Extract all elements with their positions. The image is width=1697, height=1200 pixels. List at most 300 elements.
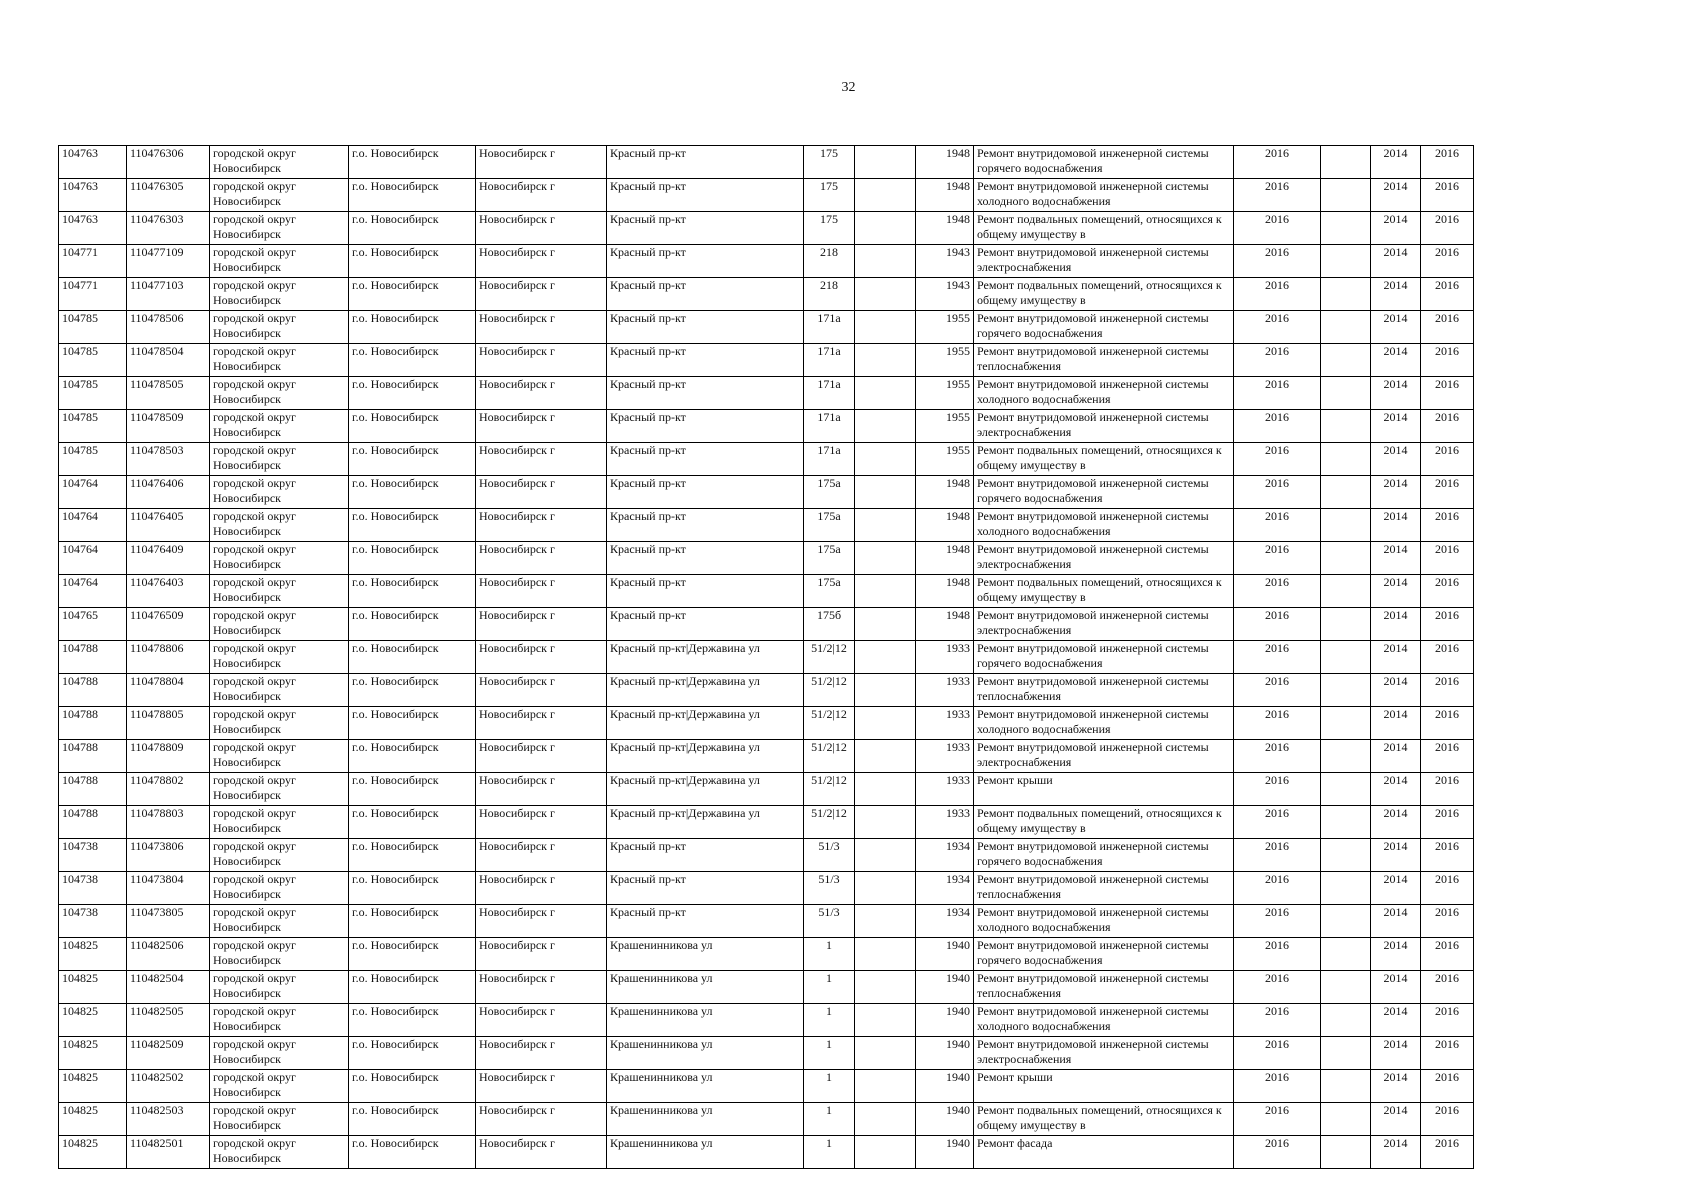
building-cell — [855, 1103, 916, 1136]
house-number-cell: 51/2|12 — [804, 773, 855, 806]
work-code-cell: 110478506 — [127, 311, 210, 344]
table-row — [59, 476, 1474, 509]
work-type-cell: Ремонт внутридомовой инженерной системы горячего водоснабжения — [974, 938, 1234, 971]
work-type-cell: Ремонт крыши — [974, 1070, 1234, 1103]
year-built-cell: 1934 — [916, 839, 974, 872]
empty-cell — [1321, 905, 1371, 938]
house-number-cell: 1 — [804, 1037, 855, 1070]
municipality-cell: городской округ Новосибирск — [210, 542, 349, 575]
object-id-cell: 104788 — [59, 707, 127, 740]
empty-cell — [1321, 410, 1371, 443]
start-year-cell: 2014 — [1371, 245, 1421, 278]
settlement-cell: г.о. Новосибирск — [349, 1070, 476, 1103]
locality-cell: Новосибирск г — [476, 641, 607, 674]
street-cell: Крашенинникова ул — [607, 971, 804, 1004]
building-cell — [855, 1004, 916, 1037]
municipality-cell: городской округ Новосибирск — [210, 509, 349, 542]
street-cell: Красный пр-кт — [607, 344, 804, 377]
plan-year-cell: 2016 — [1234, 146, 1321, 179]
locality-cell: Новосибирск г — [476, 1070, 607, 1103]
plan-year-cell: 2016 — [1234, 971, 1321, 1004]
locality-cell: Новосибирск г — [476, 179, 607, 212]
house-number-cell: 171а — [804, 443, 855, 476]
year-built-cell: 1940 — [916, 1103, 974, 1136]
table-row — [59, 443, 1474, 476]
plan-year-cell: 2016 — [1234, 410, 1321, 443]
building-cell — [855, 146, 916, 179]
street-cell: Красный пр-кт — [607, 839, 804, 872]
year-built-cell: 1940 — [916, 971, 974, 1004]
settlement-cell: г.о. Новосибирск — [349, 740, 476, 773]
start-year-cell: 2014 — [1371, 872, 1421, 905]
locality-cell: Новосибирск г — [476, 1004, 607, 1037]
start-year-cell: 2014 — [1371, 971, 1421, 1004]
start-year-cell: 2014 — [1371, 740, 1421, 773]
plan-year-cell: 2016 — [1234, 938, 1321, 971]
work-type-cell: Ремонт фасада — [974, 1136, 1234, 1169]
object-id-cell: 104771 — [59, 245, 127, 278]
object-id-cell: 104788 — [59, 806, 127, 839]
building-cell — [855, 905, 916, 938]
municipality-cell: городской округ Новосибирск — [210, 839, 349, 872]
settlement-cell: г.о. Новосибирск — [349, 1136, 476, 1169]
street-cell: Красный пр-кт — [607, 509, 804, 542]
locality-cell: Новосибирск г — [476, 410, 607, 443]
plan-year-cell: 2016 — [1234, 245, 1321, 278]
plan-year-cell: 2016 — [1234, 608, 1321, 641]
year-built-cell: 1948 — [916, 575, 974, 608]
street-cell: Крашенинникова ул — [607, 1004, 804, 1037]
street-cell: Красный пр-кт — [607, 443, 804, 476]
settlement-cell: г.о. Новосибирск — [349, 575, 476, 608]
street-cell: Крашенинникова ул — [607, 1136, 804, 1169]
work-type-cell: Ремонт внутридомовой инженерной системы теплоснабжения — [974, 344, 1234, 377]
end-year-cell: 2016 — [1421, 707, 1474, 740]
end-year-cell: 2016 — [1421, 971, 1474, 1004]
work-code-cell: 110478806 — [127, 641, 210, 674]
start-year-cell: 2014 — [1371, 773, 1421, 806]
building-cell — [855, 509, 916, 542]
end-year-cell: 2016 — [1421, 938, 1474, 971]
table-row — [59, 1004, 1474, 1037]
work-type-cell: Ремонт подвальных помещений, относящихся к общему имуществу в — [974, 212, 1234, 245]
start-year-cell: 2014 — [1371, 212, 1421, 245]
house-number-cell: 51/2|12 — [804, 641, 855, 674]
settlement-cell: г.о. Новосибирск — [349, 245, 476, 278]
municipality-cell: городской округ Новосибирск — [210, 1004, 349, 1037]
locality-cell: Новосибирск г — [476, 707, 607, 740]
locality-cell: Новосибирск г — [476, 245, 607, 278]
empty-cell — [1321, 146, 1371, 179]
empty-cell — [1321, 311, 1371, 344]
end-year-cell: 2016 — [1421, 509, 1474, 542]
work-type-cell: Ремонт внутридомовой инженерной системы теплоснабжения — [974, 674, 1234, 707]
table-row — [59, 608, 1474, 641]
house-number-cell: 1 — [804, 971, 855, 1004]
end-year-cell: 2016 — [1421, 1037, 1474, 1070]
work-type-cell: Ремонт внутридомовой инженерной системы электроснабжения — [974, 542, 1234, 575]
house-number-cell: 1 — [804, 1070, 855, 1103]
settlement-cell: г.о. Новосибирск — [349, 641, 476, 674]
plan-year-cell: 2016 — [1234, 1103, 1321, 1136]
start-year-cell: 2014 — [1371, 509, 1421, 542]
empty-cell — [1321, 971, 1371, 1004]
municipality-cell: городской округ Новосибирск — [210, 377, 349, 410]
work-code-cell: 110476406 — [127, 476, 210, 509]
year-built-cell: 1934 — [916, 872, 974, 905]
object-id-cell: 104825 — [59, 1004, 127, 1037]
start-year-cell: 2014 — [1371, 641, 1421, 674]
work-type-cell: Ремонт подвальных помещений, относящихся к общему имуществу в — [974, 443, 1234, 476]
end-year-cell: 2016 — [1421, 179, 1474, 212]
table-row — [59, 740, 1474, 773]
municipality-cell: городской округ Новосибирск — [210, 1037, 349, 1070]
table-row — [59, 509, 1474, 542]
end-year-cell: 2016 — [1421, 1070, 1474, 1103]
building-cell — [855, 575, 916, 608]
municipality-cell: городской округ Новосибирск — [210, 344, 349, 377]
building-cell — [855, 1070, 916, 1103]
empty-cell — [1321, 674, 1371, 707]
start-year-cell: 2014 — [1371, 410, 1421, 443]
locality-cell: Новосибирск г — [476, 839, 607, 872]
house-number-cell: 175 — [804, 179, 855, 212]
table-row — [59, 806, 1474, 839]
work-code-cell: 110476409 — [127, 542, 210, 575]
plan-year-cell: 2016 — [1234, 707, 1321, 740]
work-code-cell: 110478804 — [127, 674, 210, 707]
work-code-cell: 110476306 — [127, 146, 210, 179]
year-built-cell: 1940 — [916, 938, 974, 971]
plan-year-cell: 2016 — [1234, 905, 1321, 938]
object-id-cell: 104788 — [59, 740, 127, 773]
settlement-cell: г.о. Новосибирск — [349, 212, 476, 245]
locality-cell: Новосибирск г — [476, 377, 607, 410]
building-cell — [855, 443, 916, 476]
settlement-cell: г.о. Новосибирск — [349, 146, 476, 179]
work-code-cell: 110482503 — [127, 1103, 210, 1136]
start-year-cell: 2014 — [1371, 839, 1421, 872]
building-cell — [855, 377, 916, 410]
plan-year-cell: 2016 — [1234, 641, 1321, 674]
work-code-cell: 110478509 — [127, 410, 210, 443]
building-cell — [855, 278, 916, 311]
start-year-cell: 2014 — [1371, 146, 1421, 179]
municipality-cell: городской округ Новосибирск — [210, 146, 349, 179]
work-type-cell: Ремонт внутридомовой инженерной системы холодного водоснабжения — [974, 707, 1234, 740]
object-id-cell: 104788 — [59, 674, 127, 707]
street-cell: Красный пр-кт|Державина ул — [607, 707, 804, 740]
start-year-cell: 2014 — [1371, 707, 1421, 740]
plan-year-cell: 2016 — [1234, 839, 1321, 872]
plan-year-cell: 2016 — [1234, 212, 1321, 245]
year-built-cell: 1933 — [916, 707, 974, 740]
building-cell — [855, 410, 916, 443]
plan-year-cell: 2016 — [1234, 443, 1321, 476]
locality-cell: Новосибирск г — [476, 443, 607, 476]
end-year-cell: 2016 — [1421, 905, 1474, 938]
plan-year-cell: 2016 — [1234, 344, 1321, 377]
municipality-cell: городской округ Новосибирск — [210, 707, 349, 740]
end-year-cell: 2016 — [1421, 377, 1474, 410]
house-number-cell: 175а — [804, 509, 855, 542]
house-number-cell: 51/3 — [804, 839, 855, 872]
building-cell — [855, 311, 916, 344]
locality-cell: Новосибирск г — [476, 971, 607, 1004]
settlement-cell: г.о. Новосибирск — [349, 1004, 476, 1037]
start-year-cell: 2014 — [1371, 443, 1421, 476]
empty-cell — [1321, 740, 1371, 773]
start-year-cell: 2014 — [1371, 311, 1421, 344]
end-year-cell: 2016 — [1421, 674, 1474, 707]
street-cell: Красный пр-кт — [607, 608, 804, 641]
start-year-cell: 2014 — [1371, 542, 1421, 575]
end-year-cell: 2016 — [1421, 740, 1474, 773]
object-id-cell: 104825 — [59, 938, 127, 971]
municipality-cell: городской округ Новосибирск — [210, 938, 349, 971]
street-cell: Красный пр-кт|Державина ул — [607, 674, 804, 707]
end-year-cell: 2016 — [1421, 245, 1474, 278]
municipality-cell: городской округ Новосибирск — [210, 1103, 349, 1136]
building-cell — [855, 608, 916, 641]
street-cell: Красный пр-кт|Державина ул — [607, 740, 804, 773]
work-type-cell: Ремонт внутридомовой инженерной системы холодного водоснабжения — [974, 1004, 1234, 1037]
object-id-cell: 104763 — [59, 179, 127, 212]
object-id-cell: 104785 — [59, 443, 127, 476]
table-row — [59, 674, 1474, 707]
start-year-cell: 2014 — [1371, 608, 1421, 641]
house-number-cell: 175б — [804, 608, 855, 641]
settlement-cell: г.о. Новосибирск — [349, 377, 476, 410]
house-number-cell: 1 — [804, 1103, 855, 1136]
work-type-cell: Ремонт подвальных помещений, относящихся к общему имуществу в — [974, 1103, 1234, 1136]
object-id-cell: 104825 — [59, 1103, 127, 1136]
end-year-cell: 2016 — [1421, 773, 1474, 806]
start-year-cell: 2014 — [1371, 1070, 1421, 1103]
municipality-cell: городской округ Новосибирск — [210, 608, 349, 641]
plan-year-cell: 2016 — [1234, 509, 1321, 542]
end-year-cell: 2016 — [1421, 476, 1474, 509]
municipality-cell: городской округ Новосибирск — [210, 806, 349, 839]
start-year-cell: 2014 — [1371, 344, 1421, 377]
settlement-cell: г.о. Новосибирск — [349, 1103, 476, 1136]
municipality-cell: городской округ Новосибирск — [210, 179, 349, 212]
locality-cell: Новосибирск г — [476, 542, 607, 575]
end-year-cell: 2016 — [1421, 311, 1474, 344]
table-row — [59, 1037, 1474, 1070]
house-number-cell: 175 — [804, 212, 855, 245]
settlement-cell: г.о. Новосибирск — [349, 542, 476, 575]
building-cell — [855, 245, 916, 278]
street-cell: Красный пр-кт — [607, 212, 804, 245]
locality-cell: Новосибирск г — [476, 608, 607, 641]
locality-cell: Новосибирск г — [476, 1103, 607, 1136]
municipality-cell: городской округ Новосибирск — [210, 410, 349, 443]
street-cell: Красный пр-кт — [607, 575, 804, 608]
work-code-cell: 110482505 — [127, 1004, 210, 1037]
empty-cell — [1321, 542, 1371, 575]
empty-cell — [1321, 575, 1371, 608]
table-row — [59, 641, 1474, 674]
work-code-cell: 110473805 — [127, 905, 210, 938]
object-id-cell: 104738 — [59, 905, 127, 938]
start-year-cell: 2014 — [1371, 1004, 1421, 1037]
house-number-cell: 175а — [804, 575, 855, 608]
street-cell: Красный пр-кт — [607, 872, 804, 905]
year-built-cell: 1940 — [916, 1004, 974, 1037]
table-row — [59, 839, 1474, 872]
work-code-cell: 110473804 — [127, 872, 210, 905]
building-cell — [855, 674, 916, 707]
settlement-cell: г.о. Новосибирск — [349, 344, 476, 377]
work-code-cell: 110477109 — [127, 245, 210, 278]
object-id-cell: 104764 — [59, 476, 127, 509]
settlement-cell: г.о. Новосибирск — [349, 971, 476, 1004]
work-type-cell: Ремонт внутридомовой инженерной системы холодного водоснабжения — [974, 377, 1234, 410]
empty-cell — [1321, 509, 1371, 542]
table-row — [59, 905, 1474, 938]
municipality-cell: городской округ Новосибирск — [210, 641, 349, 674]
empty-cell — [1321, 773, 1371, 806]
work-code-cell: 110482504 — [127, 971, 210, 1004]
object-id-cell: 104771 — [59, 278, 127, 311]
locality-cell: Новосибирск г — [476, 509, 607, 542]
year-built-cell: 1933 — [916, 674, 974, 707]
building-cell — [855, 1136, 916, 1169]
building-cell — [855, 773, 916, 806]
work-code-cell: 110478809 — [127, 740, 210, 773]
settlement-cell: г.о. Новосибирск — [349, 443, 476, 476]
year-built-cell: 1940 — [916, 1136, 974, 1169]
street-cell: Красный пр-кт — [607, 905, 804, 938]
street-cell: Крашенинникова ул — [607, 1070, 804, 1103]
end-year-cell: 2016 — [1421, 806, 1474, 839]
plan-year-cell: 2016 — [1234, 278, 1321, 311]
year-built-cell: 1955 — [916, 344, 974, 377]
house-number-cell: 171а — [804, 377, 855, 410]
building-cell — [855, 1037, 916, 1070]
table-row — [59, 542, 1474, 575]
building-cell — [855, 542, 916, 575]
building-cell — [855, 872, 916, 905]
start-year-cell: 2014 — [1371, 179, 1421, 212]
street-cell: Крашенинникова ул — [607, 938, 804, 971]
work-type-cell: Ремонт внутридомовой инженерной системы электроснабжения — [974, 1037, 1234, 1070]
start-year-cell: 2014 — [1371, 377, 1421, 410]
year-built-cell: 1948 — [916, 509, 974, 542]
empty-cell — [1321, 476, 1371, 509]
locality-cell: Новосибирск г — [476, 575, 607, 608]
street-cell: Красный пр-кт — [607, 542, 804, 575]
table-row — [59, 1070, 1474, 1103]
plan-year-cell: 2016 — [1234, 1004, 1321, 1037]
end-year-cell: 2016 — [1421, 212, 1474, 245]
plan-year-cell: 2016 — [1234, 179, 1321, 212]
settlement-cell: г.о. Новосибирск — [349, 938, 476, 971]
table-row — [59, 575, 1474, 608]
street-cell: Красный пр-кт — [607, 245, 804, 278]
street-cell: Красный пр-кт|Державина ул — [607, 641, 804, 674]
year-built-cell: 1943 — [916, 278, 974, 311]
work-code-cell: 110473806 — [127, 839, 210, 872]
settlement-cell: г.о. Новосибирск — [349, 773, 476, 806]
settlement-cell: г.о. Новосибирск — [349, 872, 476, 905]
table-body — [59, 146, 1474, 1169]
year-built-cell: 1940 — [916, 1070, 974, 1103]
municipality-cell: городской округ Новосибирск — [210, 905, 349, 938]
settlement-cell: г.о. Новосибирск — [349, 905, 476, 938]
work-type-cell: Ремонт внутридомовой инженерной системы теплоснабжения — [974, 872, 1234, 905]
municipality-cell: городской округ Новосибирск — [210, 278, 349, 311]
settlement-cell: г.о. Новосибирск — [349, 311, 476, 344]
object-id-cell: 104764 — [59, 509, 127, 542]
table-row — [59, 344, 1474, 377]
locality-cell: Новосибирск г — [476, 674, 607, 707]
end-year-cell: 2016 — [1421, 641, 1474, 674]
work-code-cell: 110478505 — [127, 377, 210, 410]
plan-year-cell: 2016 — [1234, 1136, 1321, 1169]
house-number-cell: 51/2|12 — [804, 740, 855, 773]
year-built-cell: 1955 — [916, 410, 974, 443]
object-id-cell: 104825 — [59, 1037, 127, 1070]
work-type-cell: Ремонт внутридомовой инженерной системы электроснабжения — [974, 740, 1234, 773]
locality-cell: Новосибирск г — [476, 773, 607, 806]
year-built-cell: 1955 — [916, 311, 974, 344]
object-id-cell: 104785 — [59, 344, 127, 377]
house-number-cell: 51/3 — [804, 872, 855, 905]
end-year-cell: 2016 — [1421, 872, 1474, 905]
house-number-cell: 171а — [804, 410, 855, 443]
street-cell: Красный пр-кт — [607, 410, 804, 443]
plan-year-cell: 2016 — [1234, 806, 1321, 839]
work-type-cell: Ремонт крыши — [974, 773, 1234, 806]
house-number-cell: 51/3 — [804, 905, 855, 938]
building-cell — [855, 212, 916, 245]
settlement-cell: г.о. Новосибирск — [349, 674, 476, 707]
locality-cell: Новосибирск г — [476, 1037, 607, 1070]
page-number: 32 — [841, 80, 856, 95]
start-year-cell: 2014 — [1371, 905, 1421, 938]
settlement-cell: г.о. Новосибирск — [349, 608, 476, 641]
end-year-cell: 2016 — [1421, 443, 1474, 476]
year-built-cell: 1955 — [916, 377, 974, 410]
work-type-cell: Ремонт внутридомовой инженерной системы холодного водоснабжения — [974, 905, 1234, 938]
building-cell — [855, 476, 916, 509]
start-year-cell: 2014 — [1371, 1037, 1421, 1070]
empty-cell — [1321, 1070, 1371, 1103]
table-row — [59, 278, 1474, 311]
end-year-cell: 2016 — [1421, 344, 1474, 377]
house-number-cell: 171а — [804, 311, 855, 344]
object-id-cell: 104785 — [59, 377, 127, 410]
start-year-cell: 2014 — [1371, 1103, 1421, 1136]
table-row — [59, 872, 1474, 905]
plan-year-cell: 2016 — [1234, 476, 1321, 509]
street-cell: Крашенинникова ул — [607, 1037, 804, 1070]
year-built-cell: 1948 — [916, 179, 974, 212]
empty-cell — [1321, 344, 1371, 377]
object-id-cell: 104738 — [59, 872, 127, 905]
table-row — [59, 212, 1474, 245]
end-year-cell: 2016 — [1421, 608, 1474, 641]
table-row — [59, 311, 1474, 344]
work-type-cell: Ремонт внутридомовой инженерной системы холодного водоснабжения — [974, 509, 1234, 542]
municipality-cell: городской округ Новосибирск — [210, 311, 349, 344]
empty-cell — [1321, 872, 1371, 905]
work-code-cell: 110476509 — [127, 608, 210, 641]
table-row — [59, 179, 1474, 212]
object-id-cell: 104738 — [59, 839, 127, 872]
